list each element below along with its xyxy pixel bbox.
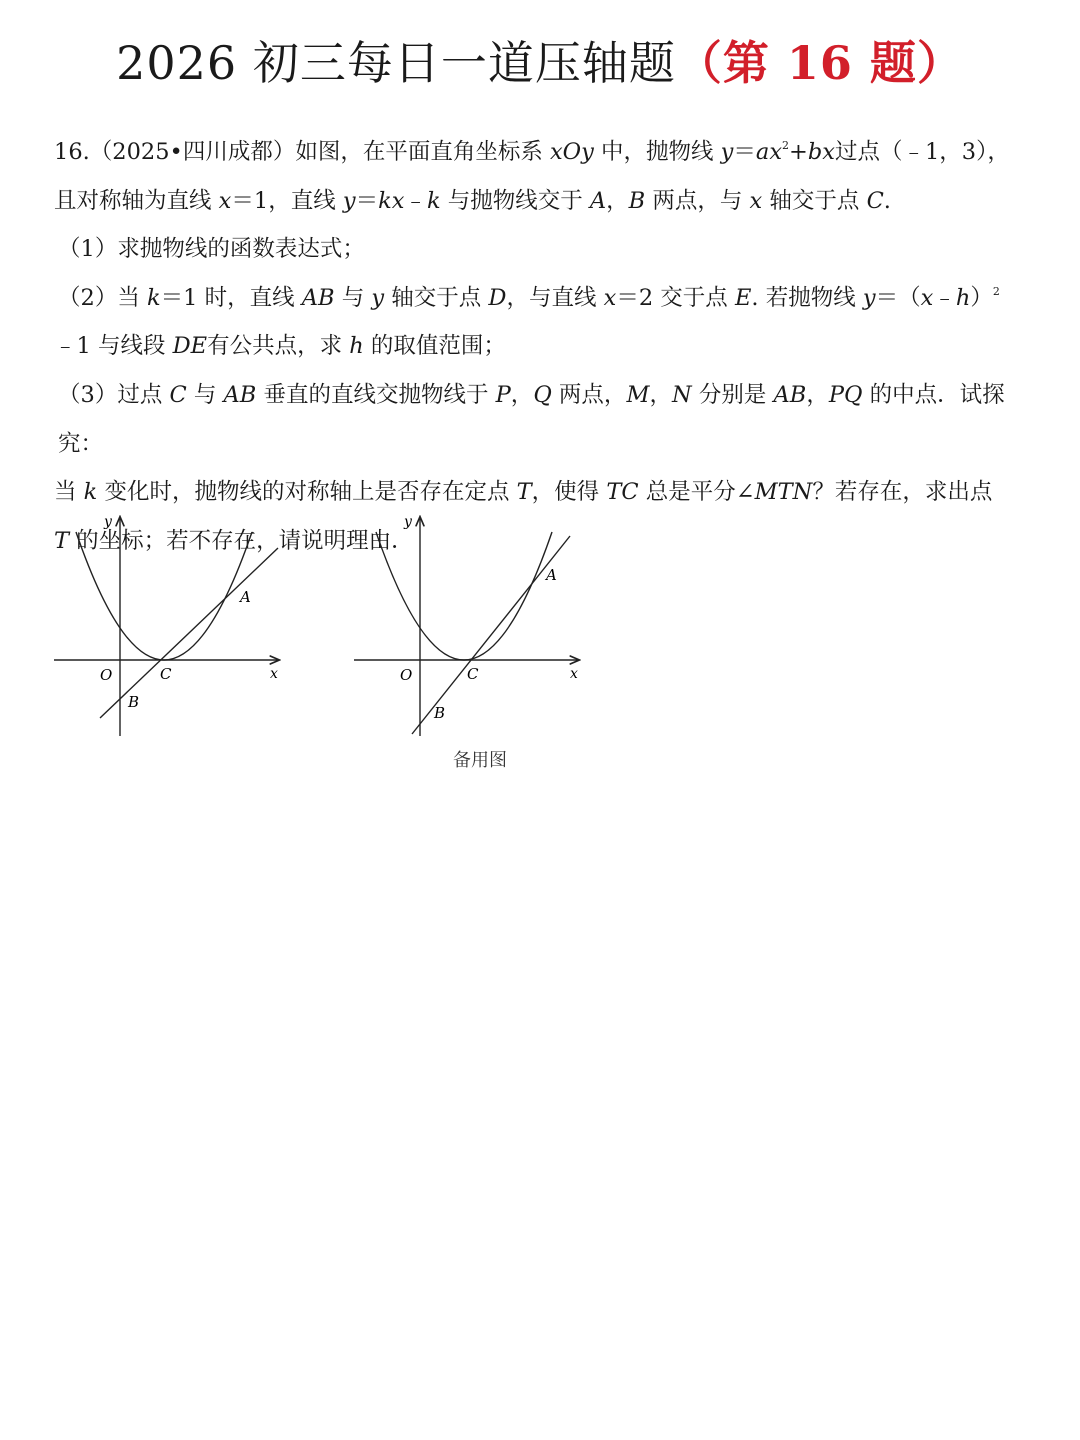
text: （3）过点 — [58, 381, 163, 408]
text: k — [146, 284, 161, 311]
label-b: B — [128, 693, 140, 711]
label-o: O — [100, 666, 113, 684]
text: E — [734, 284, 752, 311]
text: ﹣ — [933, 284, 956, 311]
text: x — [603, 284, 617, 311]
question-2-cont — [54, 322, 1036, 371]
text: D — [488, 284, 507, 311]
text: ，使得 — [531, 479, 600, 506]
label-y: y — [404, 514, 412, 530]
text: 的取值范围； — [370, 333, 506, 360]
text: PQ — [828, 381, 863, 408]
text: Q — [533, 381, 552, 408]
text: ＝ — [355, 187, 379, 214]
text: ， — [510, 381, 534, 408]
superscript: 2 — [992, 284, 1000, 298]
text: N — [672, 381, 692, 408]
text: ＝2 交于点 — [616, 284, 728, 311]
superscript: 2 — [782, 139, 790, 152]
text: k — [426, 187, 441, 214]
text: 轴交于点 — [391, 284, 482, 311]
text: ？若存在，求出点 — [812, 479, 993, 506]
text: 垂直的直线交抛物线于 — [263, 381, 489, 408]
label-y: y — [104, 514, 112, 530]
problem-line-2 — [54, 177, 1036, 226]
title-accent: （第 16 题） — [675, 36, 964, 90]
question-3 — [54, 371, 1036, 468]
text: 分别是 — [698, 381, 767, 408]
text: C — [169, 381, 187, 408]
text: 两点，与 — [652, 187, 743, 214]
figure-1 — [50, 508, 290, 747]
text: y — [371, 284, 385, 311]
text: T — [516, 479, 532, 506]
text: DE — [172, 333, 208, 360]
text: 有公共点，求 — [207, 333, 343, 360]
text: 与 — [193, 381, 217, 408]
text: ， — [606, 187, 629, 214]
text: ＝（ — [875, 284, 921, 311]
text: ， — [649, 381, 672, 408]
text: y — [720, 139, 734, 165]
label-o: O — [400, 666, 413, 684]
text: 16.（2025•四川成都）如图，在平面直角坐标系 — [54, 139, 543, 165]
text: （2）当 — [58, 284, 140, 311]
problem-statement — [54, 128, 1036, 565]
text: x — [749, 187, 763, 214]
text: AB — [301, 284, 335, 311]
question-2 — [54, 274, 1036, 323]
text: MTN — [754, 479, 813, 506]
text: 中，抛物线 — [601, 139, 714, 165]
line-ab — [100, 548, 278, 718]
title-main: 2026 初三每日一道压轴题 — [116, 36, 676, 90]
text: . 若抛物线 — [751, 284, 856, 311]
text: h — [955, 284, 971, 311]
text: ， — [806, 381, 829, 408]
label-x: x — [570, 666, 578, 682]
label-c: C — [467, 665, 479, 683]
text: P — [495, 381, 511, 408]
text: TC — [606, 479, 639, 506]
text: xOy — [549, 139, 594, 165]
text: x — [218, 187, 232, 214]
text: 总是平分∠ — [645, 479, 755, 506]
text: T — [54, 527, 70, 554]
text: + — [789, 139, 808, 165]
text: h — [349, 333, 364, 360]
text: y — [342, 187, 356, 214]
figure-1-graph — [50, 508, 290, 743]
text: B — [628, 187, 646, 214]
text: ax — [755, 139, 783, 165]
text: A — [589, 187, 607, 214]
text: AB — [773, 381, 807, 408]
text: ＝1 时，直线 — [160, 284, 295, 311]
text: 两点， — [558, 381, 627, 408]
figure-caption: 备用图 — [453, 750, 507, 771]
label-a: A — [240, 588, 251, 606]
text: ﹣ — [404, 187, 427, 214]
text: kx — [378, 187, 405, 214]
text: y — [862, 284, 876, 311]
text: 的中点．试探究： — [58, 381, 1005, 457]
text: ） — [970, 284, 993, 311]
label-a: A — [546, 566, 557, 584]
label-b: B — [434, 704, 446, 722]
text: 与抛物线交于 — [447, 187, 583, 214]
text: x — [920, 284, 934, 311]
text: . — [883, 187, 891, 214]
text: 轴交于点 — [769, 187, 860, 214]
label-c: C — [160, 665, 172, 683]
text: 当 — [54, 479, 77, 506]
text: 变化时，抛物线的对称轴上是否存在定点 — [104, 479, 510, 506]
text: ，与直线 — [506, 284, 597, 311]
label-x: x — [270, 666, 278, 682]
text: ﹣1 与线段 — [54, 333, 166, 360]
text: 的坐标；若不存在，请说明理由． — [76, 527, 414, 554]
page-title — [0, 30, 1080, 96]
text: AB — [223, 381, 257, 408]
text: k — [83, 479, 98, 506]
text: 与 — [341, 284, 365, 311]
question-1: （1）求抛物线的函数表达式； — [58, 236, 365, 263]
text: ＝1，直线 — [231, 187, 336, 214]
text: 过点（﹣1，3）， — [834, 139, 1010, 165]
text: 且对称轴为直线 — [54, 187, 212, 214]
text: bx — [807, 139, 835, 165]
figure-2 — [350, 508, 590, 747]
problem-line-1 — [54, 128, 1036, 177]
text: C — [866, 187, 884, 214]
parabola — [376, 532, 552, 660]
text: M — [626, 381, 650, 408]
text: ＝ — [733, 139, 756, 165]
figure-2-graph — [350, 508, 590, 743]
parabola — [76, 532, 252, 660]
